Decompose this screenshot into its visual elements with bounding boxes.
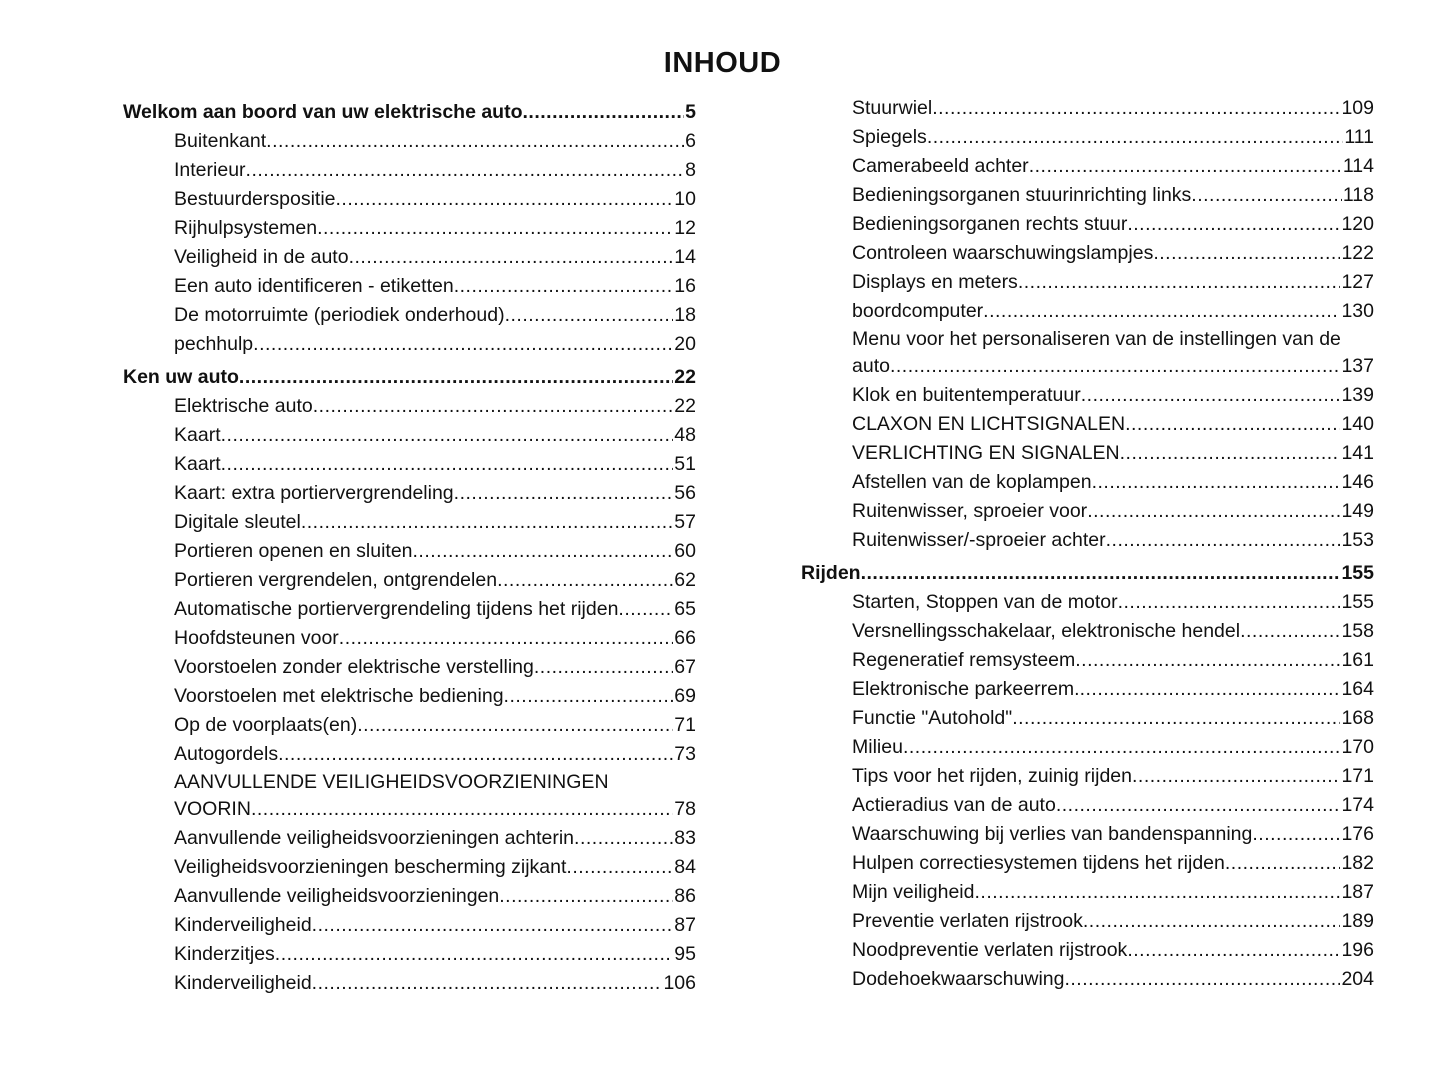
- toc-entry-title: Preventie verlaten rijstrook: [852, 910, 1083, 932]
- dot-leader: [1081, 381, 1341, 410]
- dot-leader: [504, 682, 674, 711]
- dot-leader: [566, 853, 673, 882]
- toc-entry-title: Camerabeeld achter: [852, 155, 1029, 177]
- dot-leader: [312, 911, 674, 940]
- toc-entry-title: Regeneratief remsysteem: [852, 649, 1076, 671]
- toc-entry-title: Rijden: [801, 562, 861, 584]
- dot-leader: [266, 127, 684, 156]
- toc-entry[interactable]: [801, 791, 1374, 820]
- toc-entry-line: [852, 352, 1374, 381]
- toc-entry-title: Noodpreventie verlaten rijstrook: [852, 939, 1128, 961]
- dot-leader: [317, 214, 673, 243]
- dot-leader: [1064, 965, 1340, 994]
- toc-entry-page: 10: [674, 188, 696, 210]
- toc-entry-title-line: Menu voor het personaliseren van de instellingen van de: [852, 328, 1341, 350]
- toc-entry-title: CLAXON EN LICHTSIGNALEN: [852, 413, 1126, 435]
- toc-entry[interactable]: [801, 210, 1374, 239]
- toc-entry-title: Mijn veiligheid: [852, 881, 975, 903]
- toc-entry[interactable]: [801, 497, 1374, 526]
- dot-leader: [1012, 704, 1340, 733]
- dot-leader: [221, 450, 674, 479]
- toc-entry-title: Afstellen van de koplampen: [852, 471, 1092, 493]
- toc-entry[interactable]: [123, 330, 696, 359]
- toc-entry[interactable]: [801, 410, 1374, 439]
- toc-entry-title: Voorstoelen zonder elektrische verstelling: [174, 656, 534, 678]
- toc-entry-title: Dodehoekwaarschuwing: [852, 968, 1065, 990]
- dot-leader: [239, 363, 673, 392]
- toc-entry-page: 22: [674, 366, 696, 388]
- toc-entry-title: Ruitenwisser/-sproeier achter: [852, 529, 1106, 551]
- toc-entry-page: 168: [1341, 707, 1374, 729]
- dot-leader: [903, 733, 1341, 762]
- toc-entry-page: 176: [1341, 823, 1374, 845]
- dot-leader: [1127, 210, 1340, 239]
- toc-entry[interactable]: [801, 94, 1374, 123]
- dot-leader: [574, 824, 673, 853]
- toc-entry-title: Autogordels: [174, 743, 279, 765]
- dot-leader: [890, 352, 1341, 381]
- toc-entry[interactable]: [801, 936, 1374, 965]
- toc-entry-title: Kinderzitjes: [174, 943, 275, 965]
- dot-leader: [357, 711, 673, 740]
- toc-entry-title: Ruitenwisser, sproeier voor: [852, 500, 1088, 522]
- toc-entry[interactable]: [801, 762, 1374, 791]
- dot-leader: [253, 330, 673, 359]
- toc-entry-page: 153: [1341, 529, 1374, 551]
- toc-entry-page: 189: [1341, 910, 1374, 932]
- toc-entry-title: Een auto identificeren - etiketten: [174, 275, 454, 297]
- toc-entry-page: 73: [674, 743, 696, 765]
- toc-entry-title: Bestuurderspositie: [174, 188, 336, 210]
- toc-entry[interactable]: [801, 381, 1374, 410]
- toc-entry-page: 6: [685, 130, 696, 152]
- toc-entry-page: 170: [1341, 736, 1374, 758]
- toc-entry-page: 71: [674, 714, 696, 736]
- toc-entry-page: 187: [1341, 881, 1374, 903]
- toc-entry-page: 48: [674, 424, 696, 446]
- toc-entry-page: 78: [674, 798, 696, 820]
- dot-leader: [413, 537, 674, 566]
- toc-entry-page: 161: [1341, 649, 1374, 671]
- toc-entry[interactable]: [123, 824, 696, 853]
- toc-entry-page: 120: [1341, 213, 1374, 235]
- dot-leader: [1056, 791, 1341, 820]
- toc-entry-page: 122: [1341, 242, 1374, 264]
- toc-chapter-entry[interactable]: [123, 363, 696, 392]
- dot-leader: [534, 653, 673, 682]
- toc-entry-title: Kaart: [174, 453, 221, 475]
- dot-leader: [1132, 762, 1340, 791]
- toc-entry-title: Op de voorplaats(en): [174, 714, 358, 736]
- toc-entry[interactable]: [123, 769, 696, 824]
- toc-entry-page: 22: [674, 395, 696, 417]
- toc-entry-title: VOORIN: [174, 798, 251, 820]
- toc-entry-title: Digitale sleutel: [174, 511, 301, 533]
- dot-leader: [454, 272, 674, 301]
- dot-leader: [246, 156, 685, 185]
- toc-entry-title: Kaart: [174, 424, 221, 446]
- toc-entry-page: 95: [674, 943, 696, 965]
- toc-entry-title: boordcomputer: [852, 300, 984, 322]
- toc-entry[interactable]: [123, 682, 696, 711]
- toc-entry[interactable]: [801, 849, 1374, 878]
- toc-entry-page: 140: [1341, 413, 1374, 435]
- dot-leader: [1240, 617, 1340, 646]
- toc-entry-title: Ken uw auto: [123, 366, 239, 388]
- toc-entry-page: 12: [674, 217, 696, 239]
- toc-entry-page: 204: [1341, 968, 1374, 990]
- toc-entry-title: pechhulp: [174, 333, 254, 355]
- toc-entry[interactable]: [123, 940, 696, 969]
- toc-entry-page: 18: [674, 304, 696, 326]
- toc-entry-title: Veiligheidsvoorzieningen bescherming zijkant: [174, 856, 567, 878]
- toc-entry-title: Automatische portiervergrendeling tijdens het rijden: [174, 598, 619, 620]
- dot-leader: [312, 969, 663, 998]
- toc-chapter-entry[interactable]: [801, 559, 1374, 588]
- toc-entry-title: Welkom aan boord van uw elektrische auto: [123, 101, 523, 123]
- toc-entry-title: Starten, Stoppen van de motor: [852, 591, 1118, 613]
- toc-entry-title: Aanvullende veiligheidsvoorzieningen achterin: [174, 827, 575, 849]
- toc-entry-page: 171: [1341, 765, 1374, 787]
- toc-entry[interactable]: [801, 646, 1374, 675]
- dot-leader: [1225, 849, 1341, 878]
- toc-entry-page: 114: [1342, 155, 1374, 177]
- toc-entry[interactable]: [123, 421, 696, 450]
- toc-entry-title: Kinderveiligheid: [174, 972, 312, 994]
- toc-entry[interactable]: [123, 624, 696, 653]
- toc-entry[interactable]: [801, 588, 1374, 617]
- toc-right-column: [801, 94, 1374, 994]
- toc-entry[interactable]: [801, 439, 1374, 468]
- toc-entry-page: 109: [1341, 97, 1374, 119]
- toc-entry-title: Actieradius van de auto: [852, 794, 1056, 816]
- toc-entry[interactable]: [801, 675, 1374, 704]
- dot-leader: [275, 940, 674, 969]
- dot-leader: [301, 508, 673, 537]
- toc-entry[interactable]: [801, 239, 1374, 268]
- toc-entry-page: 182: [1341, 852, 1374, 874]
- toc-entry[interactable]: [123, 156, 696, 185]
- toc-entry[interactable]: [801, 907, 1374, 936]
- toc-entry[interactable]: [801, 181, 1374, 210]
- dot-leader: [974, 878, 1340, 907]
- toc-entry-page: 130: [1341, 300, 1374, 322]
- dot-leader: [349, 243, 674, 272]
- toc-entry[interactable]: [801, 878, 1374, 907]
- toc-entry-page: 60: [674, 540, 696, 562]
- dot-leader: [505, 301, 674, 330]
- toc-entry-title: Aanvullende veiligheidsvoorzieningen: [174, 885, 500, 907]
- toc-chapter-entry[interactable]: [123, 98, 696, 127]
- toc-entry-title: Kinderveiligheid: [174, 914, 312, 936]
- dot-leader: [1087, 497, 1340, 526]
- toc-entry[interactable]: [801, 704, 1374, 733]
- toc-entry-title: Hulpen correctiesystemen tijdens het rijden: [852, 852, 1225, 874]
- dot-leader: [1120, 439, 1341, 468]
- toc-entry-title: Portieren vergrendelen, ontgrendelen: [174, 569, 498, 591]
- toc-entry-page: 62: [674, 569, 696, 591]
- toc-entry[interactable]: [801, 297, 1374, 326]
- toc-entry-page: 65: [674, 598, 696, 620]
- dot-leader: [454, 479, 674, 508]
- dot-leader: [336, 185, 674, 214]
- dot-leader: [1106, 526, 1341, 555]
- toc-entry[interactable]: [801, 468, 1374, 497]
- toc-entry-title: Elektrische auto: [174, 395, 313, 417]
- toc-entry[interactable]: [123, 127, 696, 156]
- toc-entry[interactable]: [801, 733, 1374, 762]
- dot-leader: [1075, 646, 1340, 675]
- dot-leader: [339, 624, 674, 653]
- toc-list: [801, 94, 1374, 994]
- toc-entry-page: 16: [674, 275, 696, 297]
- toc-entry-page: 196: [1341, 939, 1374, 961]
- toc-entry-title: Milieu: [852, 736, 903, 758]
- toc-entry-page: 67: [674, 656, 696, 678]
- toc-entry[interactable]: [123, 301, 696, 330]
- toc-entry-title: Waarschuwing bij verlies van bandenspanning: [852, 823, 1253, 845]
- toc-entry-page: 149: [1341, 500, 1374, 522]
- toc-entry[interactable]: [123, 882, 696, 911]
- dot-leader: [1252, 820, 1340, 849]
- toc-entry-title: Stuurwiel: [852, 97, 933, 119]
- toc-entry-page: 69: [674, 685, 696, 707]
- dot-leader: [251, 795, 673, 824]
- toc-entry[interactable]: [123, 853, 696, 882]
- toc-entry-page: 158: [1341, 620, 1374, 642]
- toc-entry-page: 5: [685, 101, 696, 123]
- toc-entry-page: 127: [1341, 271, 1374, 293]
- toc-entry[interactable]: [123, 272, 696, 301]
- toc-entry-page: 155: [1341, 591, 1374, 613]
- toc-entry-title: Bedieningsorganen stuurinrichting links: [852, 184, 1192, 206]
- toc-entry-line: [174, 795, 696, 824]
- dot-leader: [1125, 410, 1340, 439]
- toc-entry-page: 87: [674, 914, 696, 936]
- toc-entry[interactable]: [123, 911, 696, 940]
- toc-entry[interactable]: [801, 152, 1374, 181]
- toc-entry-title: Interieur: [174, 159, 246, 181]
- toc-list: [123, 98, 696, 998]
- toc-entry[interactable]: [123, 537, 696, 566]
- toc-entry[interactable]: [123, 214, 696, 243]
- toc-entry-page: 8: [685, 159, 696, 181]
- toc-entry-page: 51: [674, 453, 696, 475]
- toc-entry[interactable]: [123, 595, 696, 624]
- dot-leader: [927, 123, 1344, 152]
- toc-entry-title: Spiegels: [852, 126, 927, 148]
- dot-leader: [1080, 675, 1341, 704]
- toc-entry[interactable]: [123, 711, 696, 740]
- toc-entry-title: Tips voor het rijden, zuinig rijden: [852, 765, 1132, 787]
- toc-entry-title: auto: [852, 355, 890, 377]
- dot-leader: [618, 595, 673, 624]
- toc-entry-page: 14: [674, 246, 696, 268]
- toc-entry[interactable]: [123, 185, 696, 214]
- toc-entry-title: Voorstoelen met elektrische bediening: [174, 685, 504, 707]
- toc-entry-title: Veiligheid in de auto: [174, 246, 349, 268]
- dot-leader: [1018, 268, 1341, 297]
- dot-leader: [313, 392, 674, 421]
- dot-leader: [523, 98, 685, 127]
- toc-entry-page: 139: [1341, 384, 1374, 406]
- toc-entry[interactable]: [123, 653, 696, 682]
- toc-entry-title: Klok en buitentemperatuur: [852, 384, 1081, 406]
- dot-leader: [861, 559, 1341, 588]
- toc-entry[interactable]: [801, 965, 1374, 994]
- toc-entry-page: 141: [1341, 442, 1374, 464]
- toc-entry-title: Bedieningsorganen rechts stuur: [852, 213, 1128, 235]
- dot-leader: [1191, 181, 1342, 210]
- toc-entry-title: De motorruimte (periodiek onderhoud): [174, 304, 505, 326]
- toc-entry-page: 86: [674, 885, 696, 907]
- dot-leader: [1127, 936, 1340, 965]
- dot-leader: [983, 297, 1340, 326]
- toc-entry-title: Rijhulpsystemen: [174, 217, 318, 239]
- toc-entry[interactable]: [123, 450, 696, 479]
- dot-leader: [221, 421, 674, 450]
- dot-leader: [499, 882, 673, 911]
- dot-leader: [1083, 907, 1341, 936]
- dot-leader: [1153, 239, 1340, 268]
- toc-entry[interactable]: [123, 740, 696, 769]
- toc-entry-page: 56: [674, 482, 696, 504]
- toc-entry[interactable]: [123, 566, 696, 595]
- toc-entry-title: Elektronische parkeerrem.: [852, 678, 1080, 700]
- dot-leader: [1029, 152, 1342, 181]
- dot-leader: [1092, 468, 1341, 497]
- dot-leader: [932, 94, 1340, 123]
- toc-entry[interactable]: [801, 268, 1374, 297]
- toc-entry-page: 84: [674, 856, 696, 878]
- toc-entry-page: 111: [1344, 126, 1374, 148]
- toc-entry-page: 155: [1341, 562, 1374, 584]
- toc-entry[interactable]: [123, 479, 696, 508]
- dot-leader: [278, 740, 673, 769]
- toc-entry-page: 137: [1341, 355, 1374, 377]
- toc-entry-page: 57: [674, 511, 696, 533]
- toc-entry[interactable]: [801, 617, 1374, 646]
- toc-entry[interactable]: [801, 820, 1374, 849]
- toc-entry[interactable]: [123, 392, 696, 421]
- toc-left-column: [123, 94, 696, 998]
- toc-entry-title: Buitenkant: [174, 130, 267, 152]
- toc-entry-page: 118: [1342, 184, 1374, 206]
- toc-entry-page: 66: [674, 627, 696, 649]
- toc-entry-title-line: AANVULLENDE VEILIGHEIDSVOORZIENINGEN: [174, 771, 609, 793]
- toc-entry-title: VERLICHTING EN SIGNALEN: [852, 442, 1120, 464]
- toc-entry-title: Hoofdsteunen voor: [174, 627, 339, 649]
- toc-entry-title: Kaart: extra portiervergrendeling: [174, 482, 454, 504]
- toc-entry-page: 174: [1341, 794, 1374, 816]
- toc-entry-title: Portieren openen en sluiten: [174, 540, 413, 562]
- toc-entry[interactable]: [123, 243, 696, 272]
- dot-leader: [497, 566, 673, 595]
- toc-entry-page: 106: [663, 972, 696, 994]
- page-title: INHOUD: [663, 47, 782, 80]
- toc-entry-title: Controleen waarschuwingslampjes: [852, 242, 1154, 264]
- toc-entry[interactable]: [123, 508, 696, 537]
- toc-entry[interactable]: [801, 326, 1374, 381]
- toc-entry-page: 83: [674, 827, 696, 849]
- toc-entry[interactable]: [801, 123, 1374, 152]
- toc-entry-title: Functie "Autohold": [852, 707, 1013, 729]
- toc-entry-page: 164: [1341, 678, 1374, 700]
- toc-entry[interactable]: [123, 969, 696, 998]
- toc-entry-page: 146: [1341, 471, 1374, 493]
- dot-leader: [1118, 588, 1341, 617]
- toc-entry-page: 20: [674, 333, 696, 355]
- toc-entry[interactable]: [801, 526, 1374, 555]
- toc-entry-title: Versnellingsschakelaar, elektronische hendel: [852, 620, 1241, 642]
- toc-entry-title: Displays en meters: [852, 271, 1018, 293]
